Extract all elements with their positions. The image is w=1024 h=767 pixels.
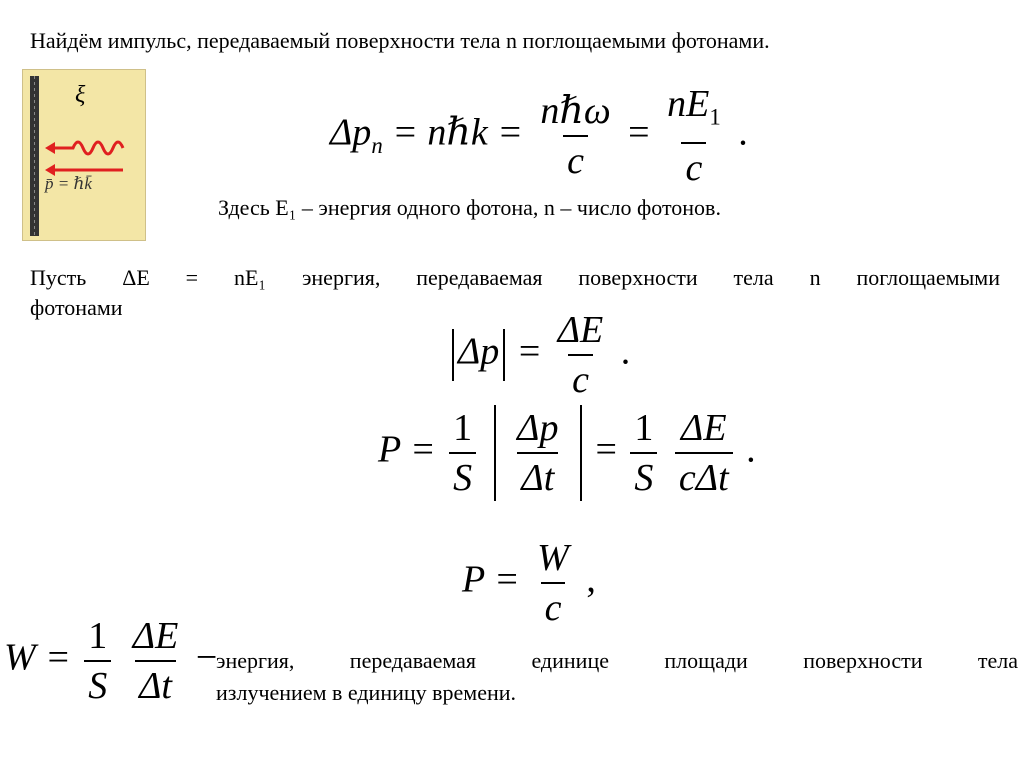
let-text-line1: Пусть ΔE = nE₁ энергия, передаваемая поверхности тела n поглощаемыми xyxy=(30,265,1000,290)
momentum-label: p̄ = ℏk̄ xyxy=(45,174,92,193)
here-text: Здесь E₁ – энергия одного фотона, n – число фотонов. xyxy=(218,195,721,220)
formula-p-w: P = $\frac{W}{c}$ , xyxy=(462,537,596,629)
let-text-line2: фотонами xyxy=(30,295,123,320)
xi-label: ξ xyxy=(75,82,86,108)
formula-momentum: $\Delta p_n$ = nℏk = $\frac{\text{nℏω}}{c}$ = $\frac{nE_1}{c}$ . xyxy=(330,83,748,189)
formula-abs-dp: Δp = $\frac{\Delta E}{c}$ . xyxy=(448,308,630,402)
w-description-line1: энергия, передаваемая единице площади поверхности тела xyxy=(216,648,1018,673)
photon-illustration xyxy=(22,69,146,241)
intro-text: Найдём импульс, передаваемый поверхности тела n поглощаемыми фотонами. xyxy=(30,28,770,53)
formula-w: W = $\frac{1}{S}$ $\frac{\Delta E}{\Delta t}$ − xyxy=(4,615,218,707)
formula-pressure: P = $\frac{1}{S}$ $\frac{\Delta p}{\Delta t}$ = $\frac{1}{S}$ $\frac{\Delta E}{\text{cΔt}}$ . xyxy=(378,407,756,499)
wave-arrow-icon xyxy=(51,142,123,154)
w-description-line2: излучением в единицу времени. xyxy=(216,680,517,705)
